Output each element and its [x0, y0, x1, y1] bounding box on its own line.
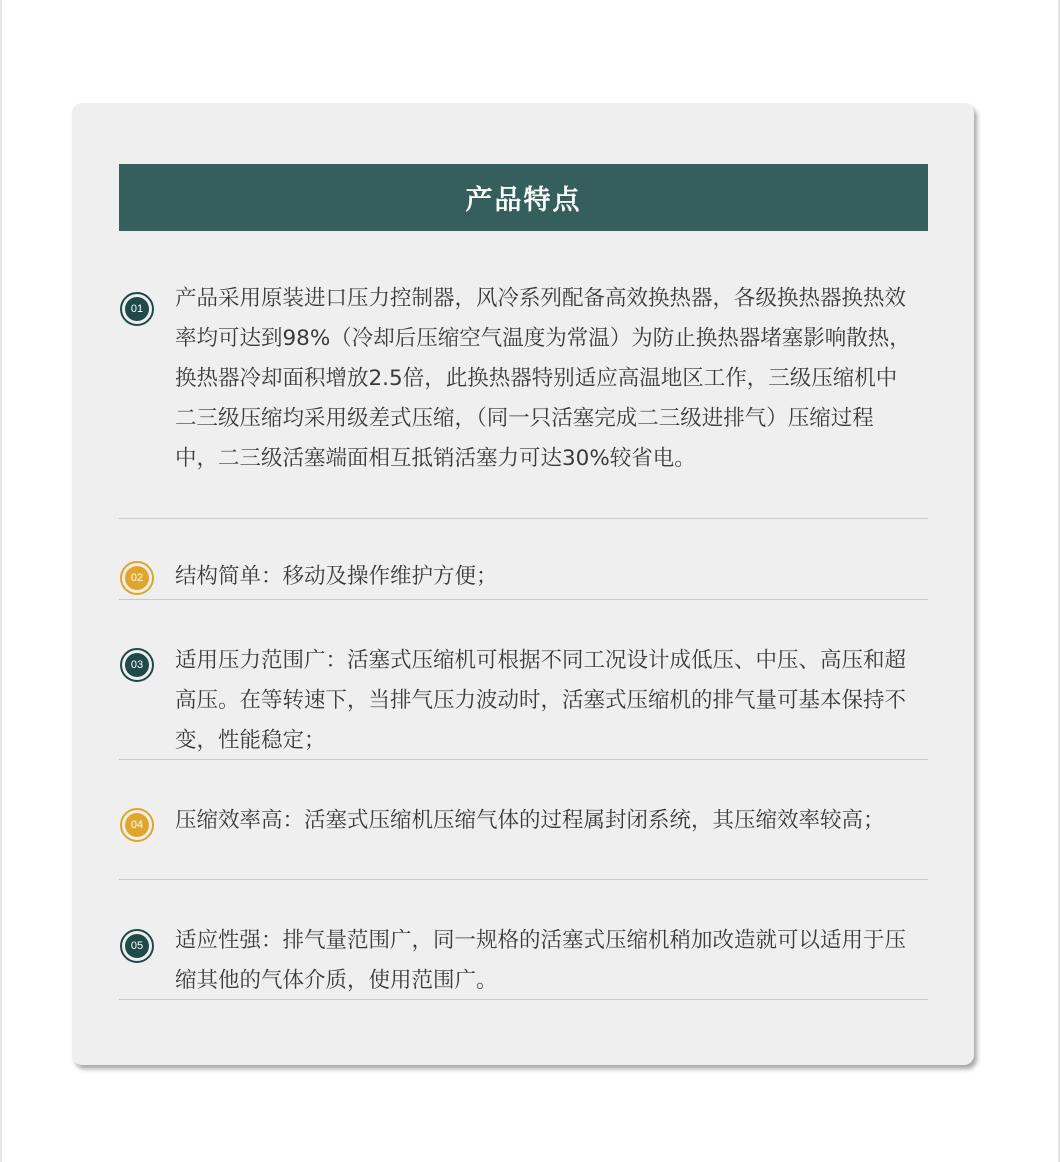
number-badge — [120, 561, 154, 595]
badge-number: 02 — [125, 566, 149, 590]
feature-text: 适用压力范围广：活塞式压缩机可根据不同工况设计成低压、中压、高压和超高压。在等转速下，当排气压力波动时，活塞式压缩机的排气量可基本保持不变，性能稳定； — [175, 648, 907, 753]
feature-item-04 — [119, 800, 928, 880]
feature-item-01 — [119, 276, 928, 519]
badge-number: 01 — [125, 297, 149, 321]
feature-text: 产品采用原装进口压力控制器，风冷系列配备高效换热器，各级换热器换热效率均可达到98%（冷却后压缩空气温度为常温）为防止换热器堵塞影响散热，换热器冷却面积增放2.5倍，此换热器特别适应高温地区工作，三级压缩机中二三级压缩均采用级差式压缩，（同一只活塞完成二三级进排气）压缩过程中，二三级活塞端面相互抵销活塞力可达30%较省电。 — [175, 286, 911, 471]
section-title: 产品特点 — [465, 185, 582, 216]
feature-item-02 — [119, 559, 928, 600]
number-badge — [120, 808, 154, 842]
page-edge-left — [0, 0, 2, 1162]
badge-number: 03 — [125, 653, 149, 677]
header-bar — [119, 164, 928, 231]
number-badge — [120, 292, 154, 326]
number-badge — [120, 648, 154, 682]
feature-text: 压缩效率高：活塞式压缩机压缩气体的过程属封闭系统，其压缩效率较高； — [175, 808, 885, 833]
number-badge — [120, 929, 154, 963]
badge-number: 04 — [125, 813, 149, 837]
feature-text: 适应性强：排气量范围广，同一规格的活塞式压缩机稍加改造就可以适用于压缩其他的气体介质，使用范围广。 — [175, 928, 907, 993]
feature-text: 结构简单：移动及操作维护方便； — [175, 564, 498, 589]
badge-number: 05 — [125, 934, 149, 958]
feature-item-05 — [119, 920, 928, 1000]
features-card — [72, 103, 974, 1065]
feature-item-03 — [119, 640, 928, 760]
